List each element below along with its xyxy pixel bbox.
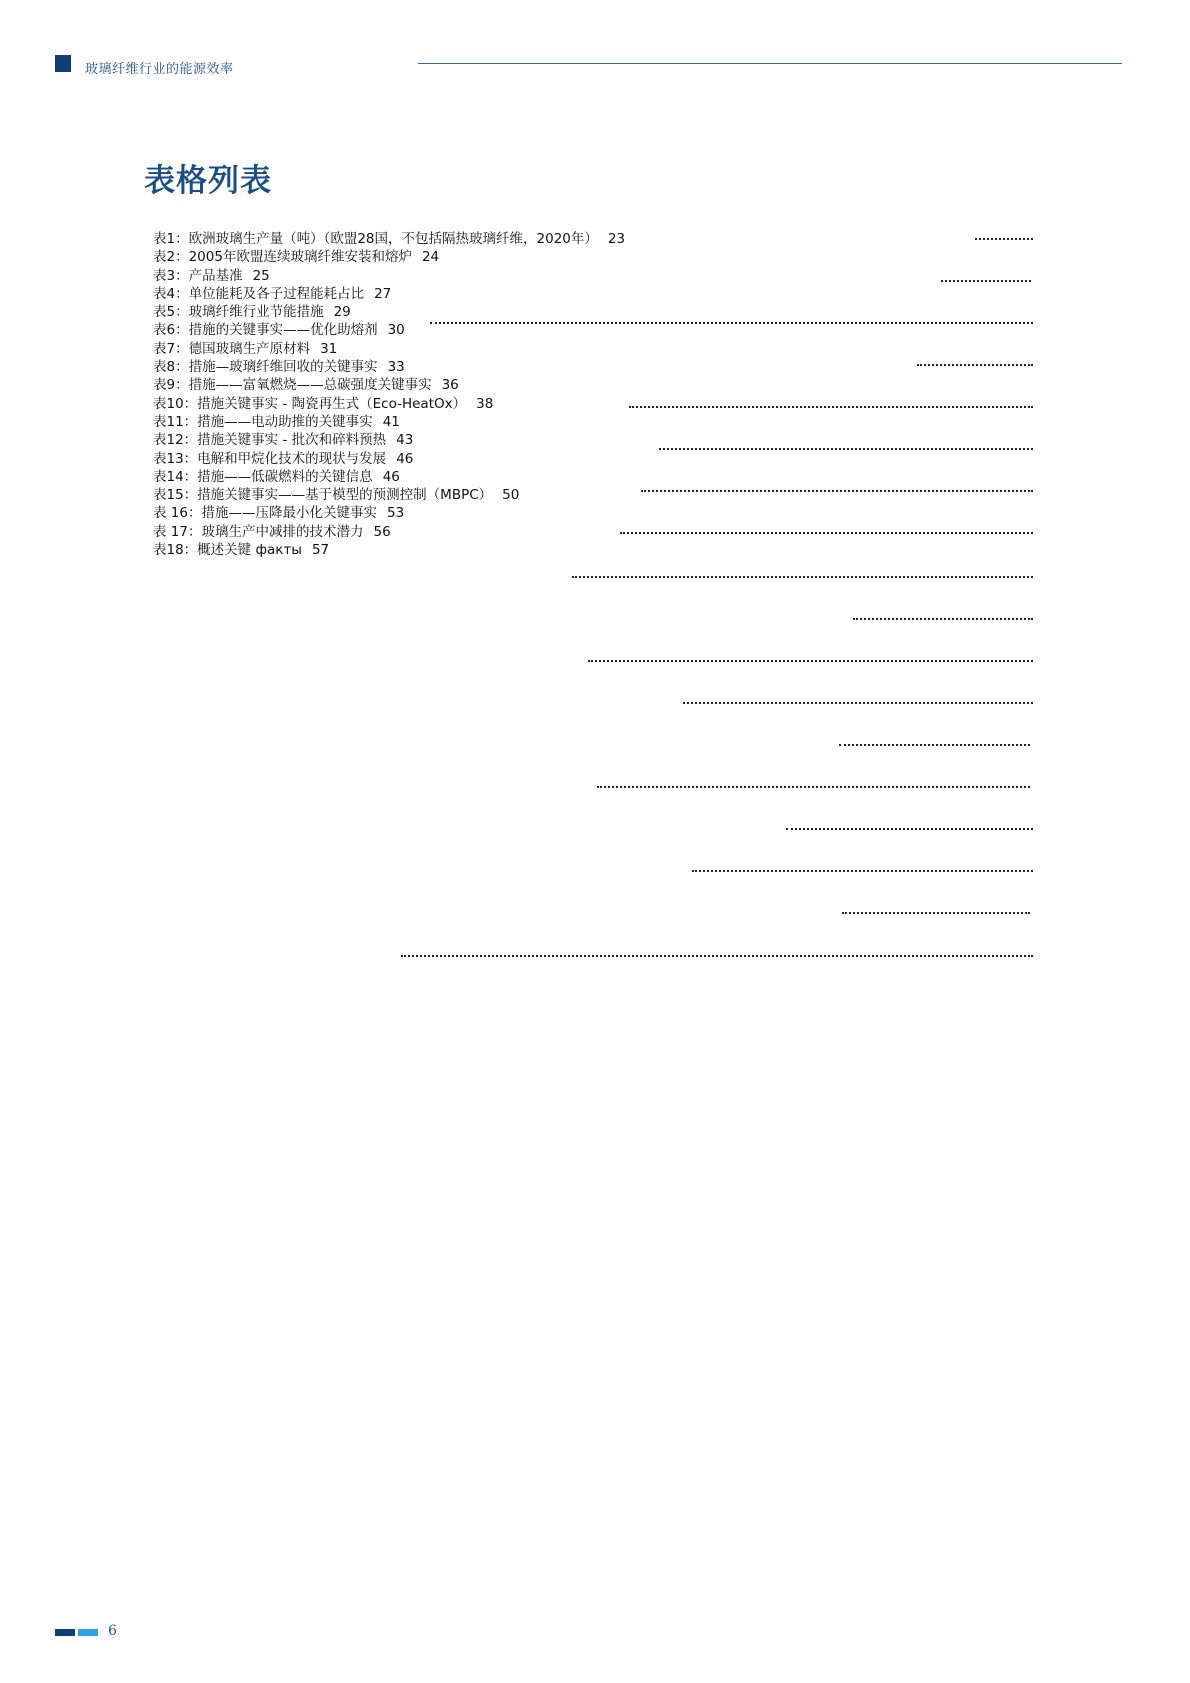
toc-entry-page: 57 — [311, 542, 330, 559]
toc-entry[interactable] — [153, 486, 625, 504]
toc-entry-label: 表13：电解和甲烷化技术的现状与发展 — [153, 450, 387, 467]
dot-leader — [597, 786, 1030, 788]
dot-leader — [659, 448, 1033, 450]
toc-entry-page: 36 — [441, 377, 459, 394]
dot-leader — [430, 322, 1033, 324]
toc-entry[interactable] — [153, 541, 625, 559]
toc-entry[interactable] — [153, 504, 625, 522]
toc-entry[interactable] — [153, 340, 625, 358]
toc-entry[interactable] — [153, 230, 625, 248]
toc-entry[interactable] — [153, 468, 625, 486]
dot-leader — [786, 828, 1033, 830]
toc-entry-label: 表14：措施——低碳燃料的关键信息 — [153, 468, 373, 485]
toc-entry[interactable] — [153, 376, 625, 394]
footer-bar-light — [78, 1629, 98, 1636]
toc-entry-label: 表11：措施——电动助推的关键事实 — [153, 413, 373, 430]
toc-entry-page: 50 — [502, 487, 520, 504]
toc-entry-page: 31 — [320, 340, 338, 357]
toc-entry-label: 表4：单位能耗及各子过程能耗占比 — [153, 285, 365, 302]
footer-bar-dark — [55, 1629, 75, 1636]
toc-entry-page: 29 — [333, 304, 351, 321]
toc-entry-label: 表2：2005年欧盟连续玻璃纤维安装和熔炉 — [153, 249, 412, 266]
toc-entry[interactable] — [153, 431, 625, 449]
dot-leader — [975, 238, 1033, 240]
toc-entry[interactable] — [153, 267, 625, 285]
toc-entry[interactable] — [153, 395, 625, 413]
page-number: 6 — [108, 1623, 117, 1639]
toc-entry-page: 25 — [252, 267, 270, 284]
toc-entry-label: 表 16：措施——压降最小化关键事实 — [153, 505, 377, 522]
toc-entry-label: 表15：措施关键事实——基于模型的预测控制（MBPC） — [153, 487, 493, 504]
dot-leader — [839, 744, 1030, 746]
dot-leader — [853, 618, 1033, 620]
toc-entry-page: 30 — [387, 322, 405, 339]
dot-leader — [641, 490, 1033, 492]
toc-entry[interactable] — [153, 358, 625, 376]
dot-leader — [917, 364, 1033, 366]
toc-entry-page: 23 — [607, 231, 626, 247]
toc-entry-page: 53 — [386, 505, 405, 522]
dot-leader — [842, 912, 1030, 914]
toc-entry[interactable] — [153, 248, 625, 266]
header-divider — [418, 63, 1122, 64]
dot-leader — [401, 955, 1033, 957]
running-header-title: 玻璃纤维行业的能源效率 — [85, 62, 234, 77]
toc-entry-page: 43 — [396, 432, 414, 449]
toc-entry-page: 27 — [374, 285, 392, 302]
toc-entry-label: 表5：玻璃纤维行业节能措施 — [153, 304, 324, 321]
dot-leader — [629, 406, 1033, 408]
toc-entry-label: 表12：措施关键事实 - 批次和碎料预热 — [153, 432, 387, 449]
dot-leader — [588, 660, 1033, 662]
toc-entry-label: 表 17：玻璃生产中减排的技术潜力 — [153, 523, 364, 540]
dot-leader — [620, 532, 1033, 534]
toc-entry-page: 46 — [396, 450, 414, 467]
toc-entry[interactable] — [153, 303, 625, 321]
header-logo-square — [55, 55, 71, 72]
toc-entry-label: 表10：措施关键事实 - 陶瓷再生式（Eco-HeatOx） — [153, 395, 467, 412]
toc-entry[interactable] — [153, 413, 625, 431]
page-title: 表格列表 — [144, 163, 272, 199]
toc-entry-page: 38 — [476, 395, 494, 412]
toc-entry-label: 表1：欧洲玻璃生产量（吨）（欧盟28国，不包括隔热玻璃纤维，2020年） — [153, 231, 598, 247]
toc-entry-label: 表18：概述关键 факты — [153, 542, 302, 559]
dot-leader — [683, 702, 1033, 704]
dot-leader — [941, 280, 1031, 282]
toc-entry-label: 表7：德国玻璃生产原材料 — [153, 340, 311, 357]
toc-entry[interactable] — [153, 285, 625, 303]
toc-entry-label: 表6：措施的关键事实——优化助熔剂 — [153, 322, 378, 339]
table-of-tables — [153, 230, 625, 559]
toc-entry-page: 56 — [373, 523, 391, 540]
toc-entry-label: 表3：产品基准 — [153, 267, 243, 284]
toc-entry[interactable] — [153, 450, 625, 468]
toc-entry-page: 24 — [421, 249, 440, 266]
toc-entry-page: 46 — [382, 468, 400, 485]
toc-entry-page: 41 — [382, 413, 400, 430]
dot-leader — [572, 576, 1033, 578]
dot-leader — [692, 870, 1033, 872]
toc-entry-label: 表9：措施——富氧燃烧——总碳强度关键事实 — [153, 377, 432, 394]
toc-entry-page: 33 — [387, 359, 405, 376]
toc-entry[interactable] — [153, 321, 625, 339]
toc-entry-label: 表8：措施—玻璃纤维回收的关键事实 — [153, 359, 378, 376]
toc-entry[interactable] — [153, 523, 625, 541]
